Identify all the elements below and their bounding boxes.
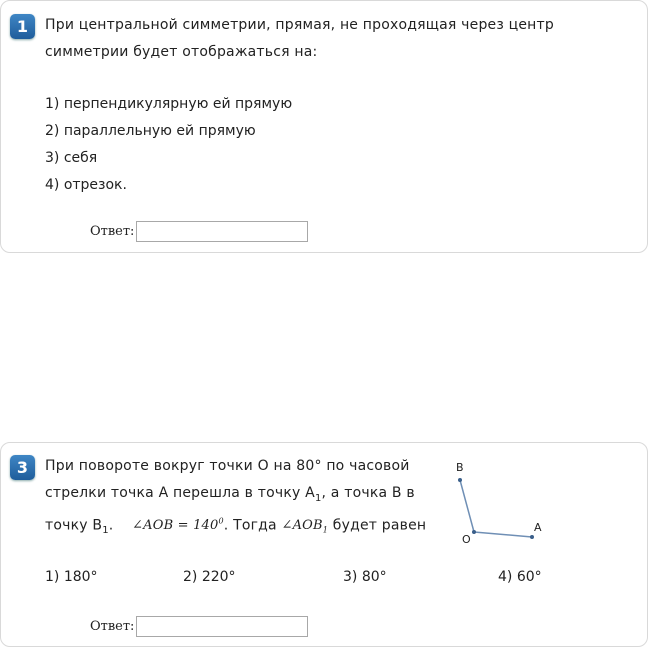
task3-option-2: 2) 220° <box>183 569 236 585</box>
task3-option-4: 4) 60° <box>498 569 542 585</box>
task3-answer-label: Ответ: <box>90 619 135 634</box>
task3-option-1: 1) 180° <box>45 569 98 585</box>
task-number-badge: 3 <box>10 455 35 480</box>
point-a <box>530 535 534 539</box>
task3-option-3: 3) 80° <box>343 569 387 585</box>
label-b: В <box>456 461 464 474</box>
segment-oa <box>474 532 532 537</box>
task1-question-line2: симметрии будет отображаться на: <box>45 44 318 60</box>
rotation-figure <box>440 455 560 555</box>
task1-option-4: 4) отрезок. <box>45 177 127 193</box>
task3-question-line3: точку $В_1$. ∠AOB = $140^0$. Тогда $\angle AOB_1$ будет равен <box>45 517 427 537</box>
label-a: A <box>534 521 542 534</box>
segment-ob <box>460 480 474 532</box>
task1-answer-input[interactable] <box>136 221 308 242</box>
task-number-badge: 1 <box>10 14 35 39</box>
angle-given: ∠AOB = $140^0$ <box>132 517 224 534</box>
task1-answer-label: Ответ: <box>90 224 135 239</box>
angle-ask: $\angle AOB_1$ <box>281 518 329 535</box>
task1-option-1: 1) перпендикулярную ей прямую <box>45 96 293 112</box>
label-o: О <box>462 533 471 546</box>
task1-question-line1: При центральной симметрии, прямая, не проходящая через центр <box>45 17 554 33</box>
task3-question-line1: При повороте вокруг точки О на 80° по часовой <box>45 458 410 474</box>
task3-answer-input[interactable] <box>136 616 308 637</box>
task3-question-line2: стрелки точка А перешла в точку $А_1$, а точка В в <box>45 485 415 504</box>
point-b <box>458 478 462 482</box>
task1-option-3: 3) себя <box>45 150 98 166</box>
task1-option-2: 2) параллельную ей прямую <box>45 123 256 139</box>
point-o <box>472 530 476 534</box>
